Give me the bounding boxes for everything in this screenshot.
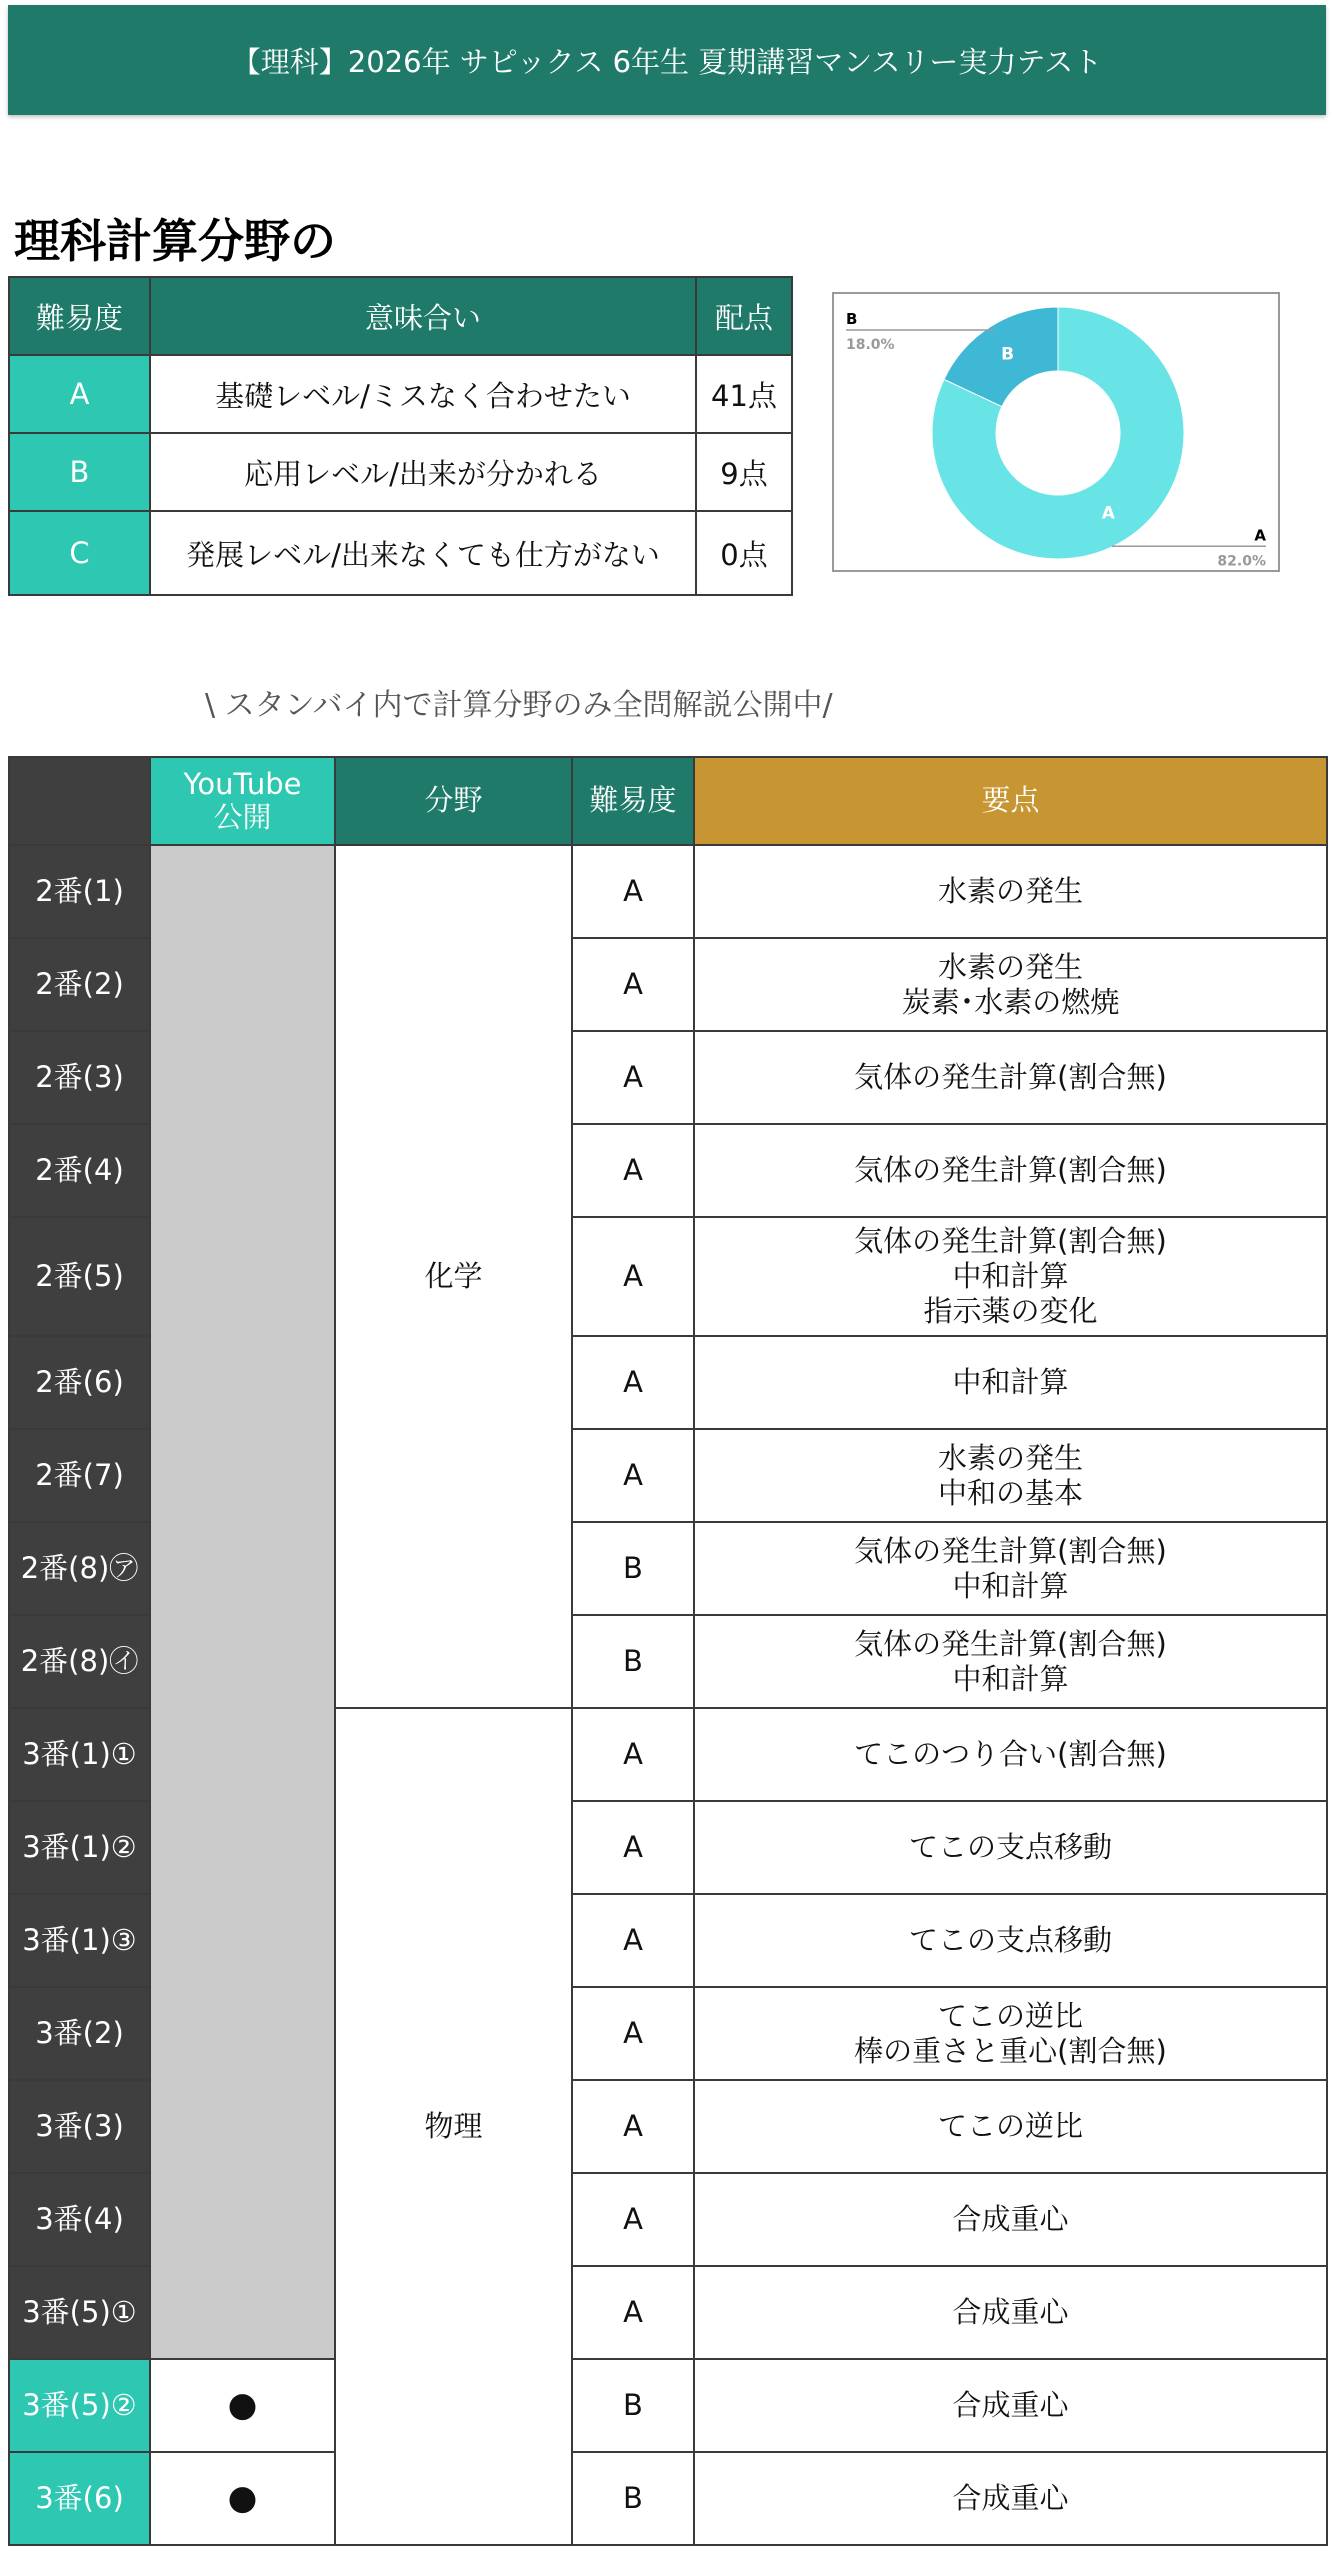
question-difficulty: A (572, 1708, 694, 1801)
header-key-points: 要点 (694, 757, 1327, 845)
difficulty-meaning: 基礎レベル/ミスなく合わせたい (150, 355, 696, 433)
difficulty-row (9, 355, 792, 433)
question-key-point: 合成重心 (694, 2452, 1327, 2545)
section-title: 理科計算分野の (14, 214, 336, 268)
question-key-point: てこの支点移動 (694, 1894, 1327, 1987)
question-header-row (9, 757, 1327, 845)
question-number: 3番(1)② (9, 1801, 150, 1894)
question-difficulty: A (572, 845, 694, 938)
question-table-body (9, 845, 1327, 2545)
difficulty-row (9, 433, 792, 511)
question-key-point: 気体の発生計算(割合無) 中和計算 (694, 1522, 1327, 1615)
question-number: 2番(3) (9, 1031, 150, 1124)
question-difficulty: A (572, 1801, 694, 1894)
header-difficulty: 難易度 (572, 757, 694, 845)
difficulty-grade: B (9, 433, 150, 511)
callout-category-A: A (1254, 526, 1266, 545)
question-difficulty: A (572, 1429, 694, 1522)
question-number: 2番(8)㋐ (9, 1522, 150, 1615)
difficulty-meaning: 応用レベル/出来が分かれる (150, 433, 696, 511)
slice-label-B: B (1001, 344, 1015, 365)
question-key-point: 合成重心 (694, 2266, 1327, 2359)
question-key-point: 気体の発生計算(割合無) (694, 1031, 1327, 1124)
question-difficulty: B (572, 2452, 694, 2545)
question-number: 2番(1) (9, 845, 150, 938)
callout-category-B: B (846, 310, 858, 328)
field-physics: 物理 (335, 1708, 572, 2545)
question-number: 2番(4) (9, 1124, 150, 1217)
question-difficulty: A (572, 1987, 694, 2080)
question-difficulty: A (572, 2266, 694, 2359)
header-youtube (150, 757, 335, 845)
question-difficulty: A (572, 1217, 694, 1336)
question-difficulty: A (572, 2080, 694, 2173)
question-difficulty: A (572, 2173, 694, 2266)
question-difficulty: B (572, 2359, 694, 2452)
question-number: 3番(4) (9, 2173, 150, 2266)
question-key-point: 気体の発生計算(割合無) (694, 1124, 1327, 1217)
difficulty-header-row (9, 277, 792, 355)
difficulty-table (8, 276, 793, 596)
question-key-point: 合成重心 (694, 2173, 1327, 2266)
header-field: 分野 (335, 757, 572, 845)
question-number: 3番(5)① (9, 2266, 150, 2359)
question-difficulty: A (572, 1124, 694, 1217)
question-number: 3番(2) (9, 1987, 150, 2080)
header-question (9, 757, 150, 845)
callout-value-B: 18.0% (846, 337, 895, 353)
question-number: 2番(5) (9, 1217, 150, 1336)
question-difficulty: A (572, 1336, 694, 1429)
question-number: 3番(5)② (9, 2359, 150, 2452)
question-key-point: 気体の発生計算(割合無) 中和計算 指示薬の変化 (694, 1217, 1327, 1336)
question-number: 3番(1)③ (9, 1894, 150, 1987)
question-key-point: てこの支点移動 (694, 1801, 1327, 1894)
question-number: 2番(2) (9, 938, 150, 1031)
question-table (8, 756, 1328, 2546)
callout-value-A: 82.0% (1217, 553, 1266, 570)
difficulty-meaning: 発展レベル/出来なくても仕方がない (150, 511, 696, 595)
page-title: 【理科】2026年 サピックス 6年生 夏期講習マンスリー実力テスト (231, 44, 1103, 79)
question-row (9, 845, 1327, 938)
header-youtube-label: YouTube公開 (183, 766, 302, 834)
question-number: 3番(1)① (9, 1708, 150, 1801)
question-row (9, 2359, 1327, 2452)
question-number: 3番(6) (9, 2452, 150, 2545)
field-chemistry: 化学 (335, 845, 572, 1708)
page-header (8, 5, 1326, 115)
question-difficulty: A (572, 938, 694, 1031)
difficulty-points: 41点 (696, 355, 792, 433)
youtube-published-mark: ● (150, 2452, 335, 2545)
slice-label-A: A (1101, 503, 1115, 524)
youtube-unpublished-cell (150, 845, 335, 2359)
question-key-point: 合成重心 (694, 2359, 1327, 2452)
question-difficulty: B (572, 1522, 694, 1615)
notice-text: \ スタンバイ内で計算分野のみ全問解説公開中/ (205, 688, 833, 723)
difficulty-header-grade: 難易度 (9, 277, 150, 355)
question-number: 2番(7) (9, 1429, 150, 1522)
question-key-point: 気体の発生計算(割合無) 中和計算 (694, 1615, 1327, 1708)
question-difficulty: B (572, 1615, 694, 1708)
question-key-point: 水素の発生 炭素･水素の燃焼 (694, 938, 1327, 1031)
question-difficulty: A (572, 1894, 694, 1987)
question-key-point: 中和計算 (694, 1336, 1327, 1429)
question-key-point: てこのつり合い(割合無) (694, 1708, 1327, 1801)
difficulty-header-meaning: 意味合い (150, 277, 696, 355)
question-difficulty: A (572, 1031, 694, 1124)
difficulty-row (9, 511, 792, 595)
question-key-point: てこの逆比 (694, 2080, 1327, 2173)
donut-chart-svg (834, 294, 1282, 574)
question-number: 3番(3) (9, 2080, 150, 2173)
difficulty-grade: C (9, 511, 150, 595)
youtube-published-mark: ● (150, 2359, 335, 2452)
question-row (9, 2452, 1327, 2545)
score-donut-chart (832, 292, 1280, 572)
question-number: 2番(6) (9, 1336, 150, 1429)
question-number: 2番(8)㋑ (9, 1615, 150, 1708)
difficulty-grade: A (9, 355, 150, 433)
question-key-point: 水素の発生 (694, 845, 1327, 938)
difficulty-points: 9点 (696, 433, 792, 511)
difficulty-header-points: 配点 (696, 277, 792, 355)
question-key-point: 水素の発生 中和の基本 (694, 1429, 1327, 1522)
difficulty-points: 0点 (696, 511, 792, 595)
question-key-point: てこの逆比 棒の重さと重心(割合無) (694, 1987, 1327, 2080)
